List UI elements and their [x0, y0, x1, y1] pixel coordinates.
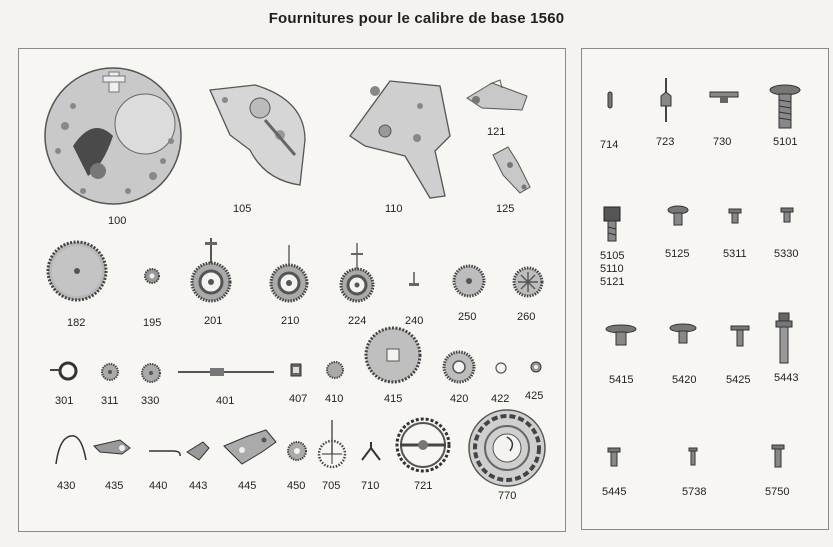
- part-label-5420: 5420: [672, 374, 697, 386]
- ring-icon: [48, 360, 80, 382]
- screw-icon: [771, 444, 785, 468]
- gear-icon: [100, 362, 120, 382]
- part-440-spring: [147, 444, 183, 458]
- main-plate-icon: [43, 66, 183, 206]
- part-label-5750: 5750: [765, 486, 790, 498]
- part-label-5738: 5738: [682, 486, 707, 498]
- part-label-240: 240: [405, 315, 424, 327]
- part-label-5110: 5110: [600, 263, 624, 275]
- gear-icon: [364, 326, 422, 384]
- part-721-balance: [394, 416, 452, 474]
- part-label-250: 250: [458, 311, 477, 323]
- gear-icon: [140, 362, 162, 384]
- part-label-210: 210: [281, 315, 300, 327]
- part-label-420: 420: [450, 393, 469, 405]
- gear-icon: [316, 420, 348, 470]
- part-label-714: 714: [600, 139, 619, 151]
- gear-icon: [46, 240, 108, 302]
- part-430-spring: [52, 430, 90, 466]
- part-445-lever: [222, 428, 278, 468]
- part-label-195: 195: [143, 317, 162, 329]
- gear-icon: [286, 440, 308, 462]
- part-410-wheel: [325, 360, 345, 380]
- part-5445-screw: [607, 447, 621, 467]
- part-label-5105: 5105: [600, 250, 625, 262]
- part-770-balance-spring: [466, 407, 548, 489]
- pallet-icon: [358, 440, 384, 466]
- part-182-barrel-wheel: [46, 240, 108, 302]
- part-label-450: 450: [287, 480, 306, 492]
- part-label-407: 407: [289, 393, 308, 405]
- part-260-wheel: [512, 266, 544, 298]
- part-label-5125: 5125: [665, 248, 690, 260]
- lever-icon: [462, 78, 530, 116]
- part-422-washer: [495, 362, 507, 374]
- part-311-wheel: [100, 362, 120, 382]
- hairspring-icon: [466, 407, 548, 489]
- part-5420-screw: [668, 323, 698, 345]
- part-407-sleeve: [289, 362, 303, 378]
- gear-icon: [269, 245, 309, 303]
- part-label-121: 121: [487, 126, 506, 138]
- part-125-lever: [488, 145, 533, 195]
- part-401-winding-stem: [176, 366, 276, 378]
- screw-icon: [730, 325, 750, 347]
- part-label-445: 445: [238, 480, 257, 492]
- screw-icon: [602, 205, 622, 243]
- gear-icon: [512, 266, 544, 298]
- part-730-roller: [708, 90, 740, 104]
- gear-icon: [142, 266, 162, 286]
- spring-icon: [52, 430, 90, 466]
- lever-icon: [185, 440, 211, 462]
- part-label-435: 435: [105, 480, 124, 492]
- part-label-182: 182: [67, 317, 86, 329]
- lever-icon: [92, 434, 132, 458]
- part-label-425: 425: [525, 390, 544, 402]
- click-icon: [529, 360, 543, 374]
- part-210-third-wheel: [269, 245, 309, 303]
- part-710-pallet-fork: [358, 440, 384, 466]
- lever-icon: [488, 145, 533, 195]
- screw-icon: [728, 208, 742, 224]
- part-425-click: [529, 360, 543, 374]
- part-110-bridge: [345, 76, 455, 201]
- part-105-bridge: [205, 80, 310, 190]
- part-420-ratchet-wheel: [442, 350, 476, 384]
- part-121-lever: [462, 78, 530, 116]
- screw-icon: [780, 207, 794, 223]
- screw-icon: [688, 447, 698, 467]
- part-label-723: 723: [656, 136, 675, 148]
- part-label-260: 260: [517, 311, 536, 323]
- part-450-wheel: [286, 440, 308, 462]
- part-label-443: 443: [189, 480, 208, 492]
- part-723-balance-staff: [659, 78, 673, 122]
- part-label-410: 410: [325, 393, 344, 405]
- part-label-5121: 5121: [600, 276, 625, 288]
- part-5101-screw: [768, 84, 802, 130]
- part-label-301: 301: [55, 395, 74, 407]
- part-435-lever: [92, 434, 132, 458]
- part-5311-screw: [728, 208, 742, 224]
- part-label-5311: 5311: [723, 248, 747, 260]
- gear-icon: [442, 350, 476, 384]
- part-5415-screw: [604, 323, 638, 347]
- part-5425-screw: [730, 325, 750, 347]
- part-label-422: 422: [491, 393, 510, 405]
- part-label-5330: 5330: [774, 248, 799, 260]
- part-250-wheel: [452, 264, 486, 298]
- screw-icon: [666, 205, 690, 227]
- part-label-5101: 5101: [773, 136, 798, 148]
- part-705-escape-wheel: [316, 420, 348, 470]
- part-label-5105-group: [600, 250, 624, 289]
- part-330-wheel: [140, 362, 162, 384]
- part-label-415: 415: [384, 393, 403, 405]
- part-label-440: 440: [149, 480, 168, 492]
- washer-icon: [495, 362, 507, 374]
- part-5738-screw: [688, 447, 698, 467]
- screw-icon: [774, 312, 794, 366]
- screw-icon: [604, 323, 638, 347]
- part-label-125: 125: [496, 203, 515, 215]
- bridge-icon: [205, 80, 310, 190]
- part-label-330: 330: [141, 395, 160, 407]
- page-title: Fournitures pour le calibre de base 1560: [268, 10, 565, 27]
- part-label-705: 705: [322, 480, 341, 492]
- part-label-721: 721: [414, 480, 433, 492]
- part-240-pinion: [408, 272, 420, 288]
- part-5125-screw: [666, 205, 690, 227]
- pinion-icon: [289, 362, 303, 378]
- part-label-110: 110: [385, 203, 403, 215]
- gear-icon: [325, 360, 345, 380]
- part-label-730: 730: [713, 136, 732, 148]
- part-100-main-plate: [43, 66, 183, 206]
- part-label-311: 311: [101, 395, 119, 407]
- part-714-jewel-pin: [606, 90, 614, 110]
- part-label-5443: 5443: [774, 372, 799, 384]
- pinion-icon: [408, 272, 420, 288]
- part-301-ring: [48, 360, 80, 382]
- part-5750-screw: [771, 444, 785, 468]
- gear-icon: [452, 264, 486, 298]
- part-label-710: 710: [361, 480, 380, 492]
- stem-icon: [176, 366, 276, 378]
- part-label-401: 401: [216, 395, 235, 407]
- gear-icon: [339, 243, 375, 303]
- part-label-100: 100: [108, 215, 127, 227]
- part-label-224: 224: [348, 315, 367, 327]
- part-label-430: 430: [57, 480, 76, 492]
- part-label-5425: 5425: [726, 374, 751, 386]
- part-label-5415: 5415: [609, 374, 634, 386]
- part-label-5445: 5445: [602, 486, 627, 498]
- bridge-icon: [345, 76, 455, 201]
- part-label-201: 201: [204, 315, 223, 327]
- staff-icon: [659, 78, 673, 122]
- part-201-center-wheel: [190, 238, 232, 304]
- screw-icon: [668, 323, 698, 345]
- screw-icon: [768, 84, 802, 130]
- part-443-lever: [185, 440, 211, 462]
- part-195-core: [142, 266, 162, 286]
- part-label-105: 105: [233, 203, 252, 215]
- roller-icon: [708, 90, 740, 104]
- part-5105-screw: [602, 205, 622, 243]
- gear-icon: [190, 238, 232, 304]
- spring-icon: [147, 444, 183, 458]
- part-5443-screw: [774, 312, 794, 366]
- lever-icon: [222, 428, 278, 468]
- balance-icon: [394, 416, 452, 474]
- part-224-fourth-wheel: [339, 243, 375, 303]
- part-label-770: 770: [498, 490, 517, 502]
- part-415-crown-wheel: [364, 326, 422, 384]
- part-5330-screw: [780, 207, 794, 223]
- screw-icon: [607, 447, 621, 467]
- pin-icon: [606, 90, 614, 110]
